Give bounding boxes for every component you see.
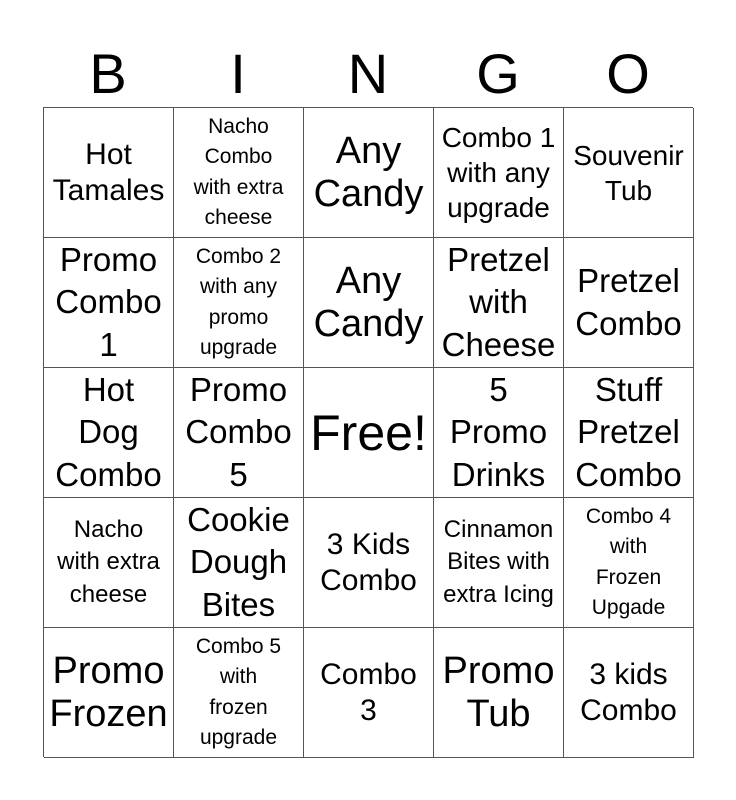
bingo-cell[interactable] (564, 628, 694, 758)
cell-label: Combo 2 with any promo upgrade (195, 244, 282, 359)
bingo-cell[interactable] (44, 368, 174, 498)
cell-label: Nacho with extra cheese (57, 515, 160, 608)
cell-label: Pretzel Combo (575, 262, 682, 342)
header-letter-i: I (230, 42, 246, 105)
cell-label: Promo Combo 5 (185, 371, 292, 493)
bingo-cell[interactable] (174, 628, 304, 758)
header-letter-n: N (347, 42, 389, 105)
bingo-cell[interactable] (564, 368, 694, 498)
bingo-cell[interactable] (174, 498, 304, 628)
bingo-cell[interactable] (304, 628, 434, 758)
cell-label: Combo 5 with frozen upgrade (195, 634, 282, 749)
bingo-cell[interactable] (564, 108, 694, 238)
free-space-cell[interactable] (304, 368, 434, 498)
bingo-cell[interactable] (304, 498, 434, 628)
bingo-cell[interactable] (174, 368, 304, 498)
bingo-card-grid (43, 107, 693, 757)
cell-label: Promo Frozen (49, 649, 168, 735)
cell-label: Stuff Pretzel Combo (575, 371, 682, 493)
cell-label: Promo Tub (442, 649, 555, 735)
cell-label: Any Candy (313, 129, 424, 215)
cell-label: Nacho Combo with extra cheese (193, 114, 284, 229)
bingo-cell[interactable] (174, 108, 304, 238)
bingo-cell[interactable] (434, 368, 564, 498)
bingo-cell[interactable] (44, 238, 174, 368)
bingo-cell[interactable] (304, 108, 434, 238)
header-letter-b: B (89, 42, 127, 105)
bingo-cell[interactable] (434, 108, 564, 238)
cell-label: Combo 3 (320, 657, 417, 727)
free-space-label: Free! (310, 404, 427, 461)
cell-label: 3 Kids Combo (320, 527, 417, 597)
bingo-cell[interactable] (564, 238, 694, 368)
cell-label: Promo Combo 1 (55, 241, 162, 363)
cell-label: Combo 4 with Frozen Upgade (585, 504, 672, 619)
cell-label: Cookie Dough Bites (187, 501, 290, 623)
bingo-cell[interactable] (44, 628, 174, 758)
cell-label: Souvenir Tub (573, 139, 684, 206)
bingo-cell[interactable] (434, 628, 564, 758)
cell-label: Combo 1 with any upgrade (441, 122, 556, 223)
bingo-cell[interactable] (44, 498, 174, 628)
bingo-cell[interactable] (174, 238, 304, 368)
bingo-cell[interactable] (434, 498, 564, 628)
bingo-cell[interactable] (564, 498, 694, 628)
header-letter-g: G (476, 42, 520, 105)
bingo-header (43, 42, 693, 106)
header-letter-o: O (606, 42, 650, 105)
cell-label: Hot Tamales (52, 137, 165, 207)
bingo-cell[interactable] (434, 238, 564, 368)
cell-label: 5 Promo Drinks (449, 371, 548, 493)
bingo-cell[interactable] (304, 238, 434, 368)
cell-label: Hot Dog Combo (55, 371, 162, 493)
cell-label: Any Candy (313, 259, 424, 345)
cell-label: 3 kids Combo (580, 657, 677, 727)
cell-label: Cinnamon Bites with extra Icing (443, 515, 554, 608)
cell-label: Pretzel with Cheese (441, 241, 556, 363)
bingo-cell[interactable] (44, 108, 174, 238)
